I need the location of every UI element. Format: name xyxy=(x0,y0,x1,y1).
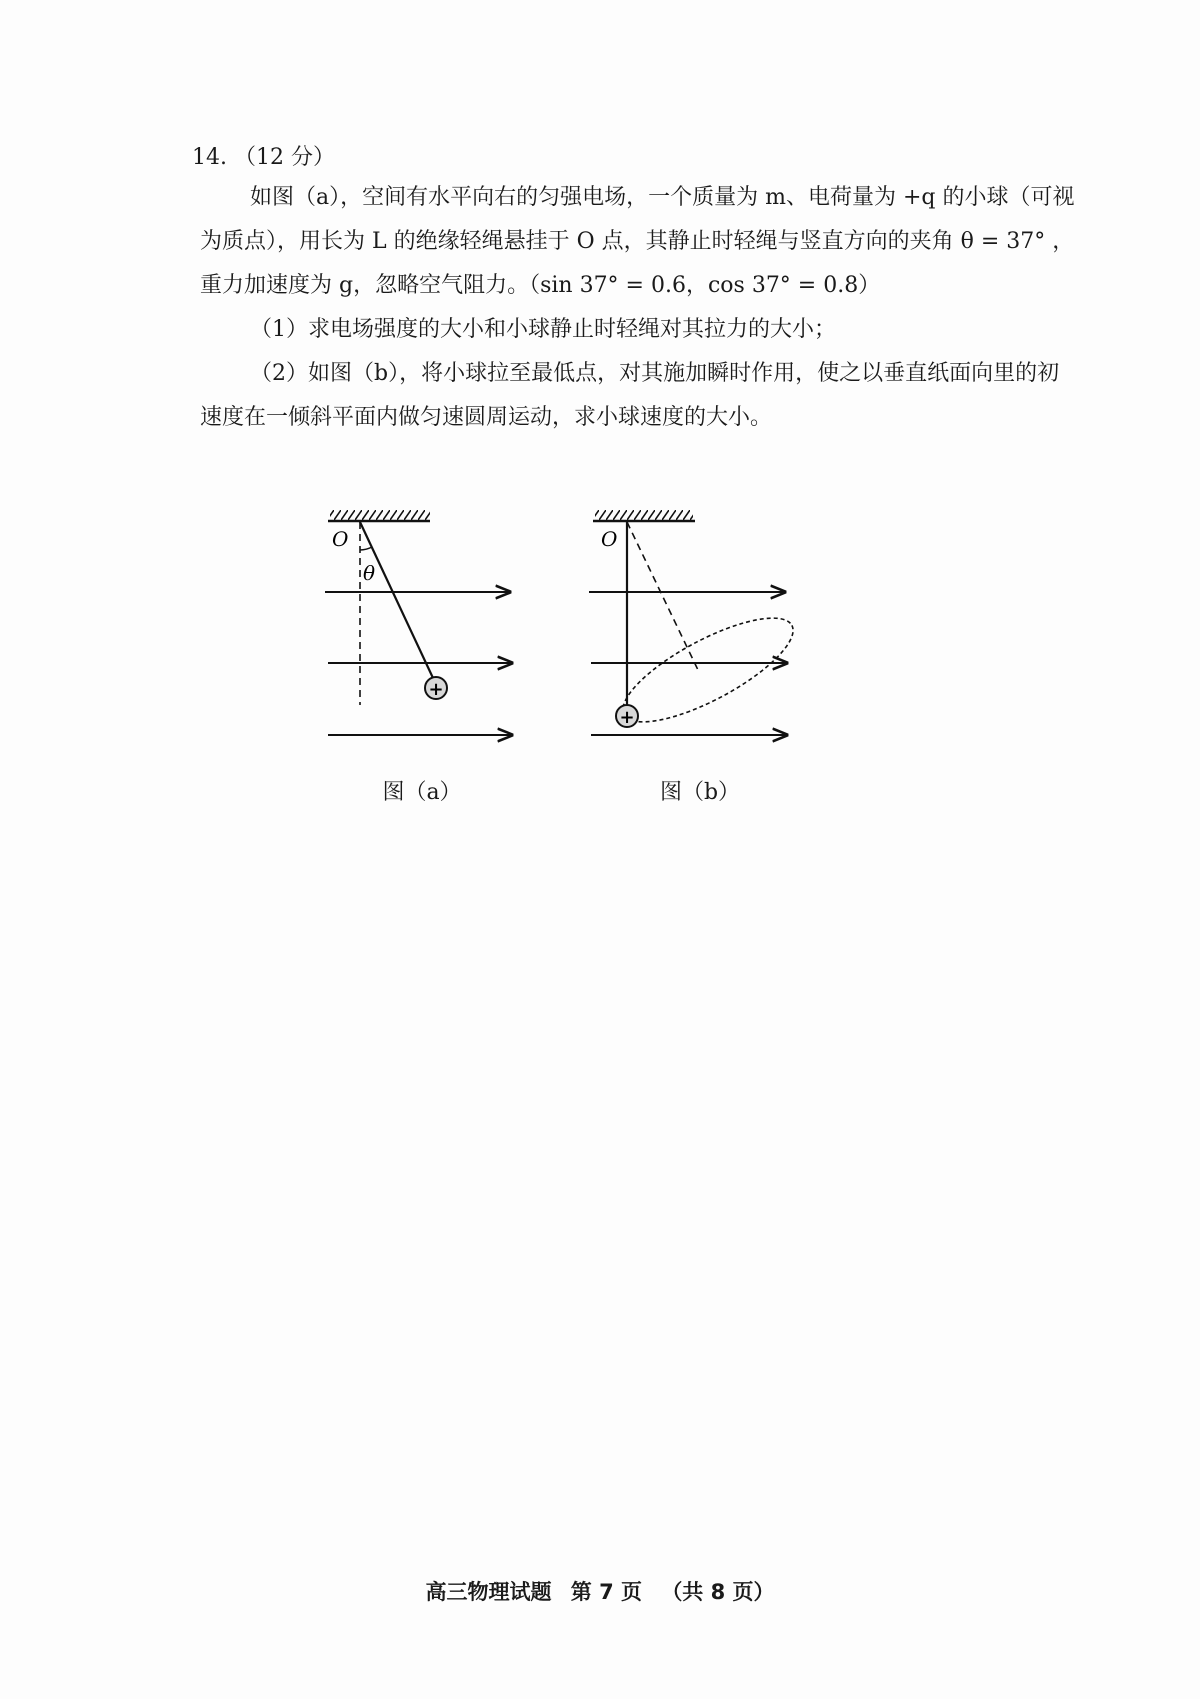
angle-arc-a xyxy=(360,547,372,550)
charge-symbol-a: + xyxy=(428,679,444,700)
footer-subject: 高三物理试题 xyxy=(425,1580,552,1604)
footer-total: （共 8 页） xyxy=(661,1580,775,1604)
pivot-label-a: O xyxy=(332,527,349,551)
page-footer xyxy=(0,1576,1200,1606)
figure-b xyxy=(585,510,815,760)
charge-symbol-b: + xyxy=(619,707,635,728)
footer-page: 第 7 页 xyxy=(570,1580,642,1604)
question-stem: 如图（a），空间有水平向右的匀强电场，一个质量为 m、电荷量为 +q 的小球（可视为质点），用长为 L 的绝缘轻绳悬挂于 O 点，其静止时轻绳与竖直方向的夹角 θ = 37° ，重力加速度为 g，忽略空气阻力。（sin 37° = 0.6，cos 37° = 0.8） xyxy=(200,185,1075,298)
question-header xyxy=(192,140,335,171)
question-score: （12 分） xyxy=(234,145,335,170)
question-number: 14. xyxy=(192,145,227,170)
angle-label-a: θ xyxy=(363,561,376,585)
ceiling-a xyxy=(328,510,430,521)
figure-a-caption: 图（a） xyxy=(382,780,462,805)
string-a xyxy=(360,522,433,678)
figure-a xyxy=(320,510,540,760)
tilted-reference-b xyxy=(627,522,698,670)
figure-b-caption: 图（b） xyxy=(659,780,741,805)
pivot-label-b: O xyxy=(601,527,618,551)
question-part-1: （1）求电场强度的大小和小球静止时轻绳对其拉力的大小； xyxy=(250,317,836,342)
question-part-2: （2）如图（b），将小球拉至最低点，对其施加瞬时作用，使之以垂直纸面向里的初速度在一倾斜平面内做匀速圆周运动，求小球速度的大小。 xyxy=(200,361,1060,430)
ceiling-b xyxy=(593,510,695,521)
orbit-ellipse-b xyxy=(610,599,806,741)
